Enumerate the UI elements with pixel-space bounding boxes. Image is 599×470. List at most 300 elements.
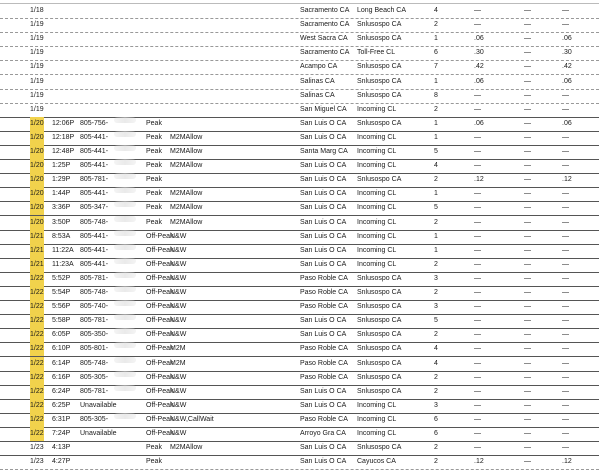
total-charge: — [562, 359, 568, 367]
long-distance-charge: — [524, 359, 530, 367]
call-date: 1/22 [30, 342, 44, 356]
feature-code: M2MAllow [170, 444, 203, 452]
minutes: 1 [434, 190, 438, 198]
feature-code: M2MAllow [170, 218, 203, 226]
call-date: 1/20 [30, 173, 44, 187]
airtime-charge: .06 [474, 119, 484, 127]
long-distance-charge: — [524, 133, 530, 141]
call-time: 12:48P [52, 148, 75, 155]
minutes: 8 [434, 91, 438, 99]
minutes: 1 [434, 77, 438, 85]
feature-code: M2MAllow [170, 148, 203, 155]
long-distance-charge: — [524, 232, 530, 240]
airtime-charge: — [474, 387, 480, 395]
call-time: 6:05P [52, 331, 71, 339]
origin-city: Paso Roble CA [300, 303, 348, 311]
total-charge: — [562, 133, 568, 141]
total-charge: — [562, 430, 568, 437]
origin-city: Paso Roble CA [300, 289, 348, 296]
call-date: 1/23 [30, 444, 44, 452]
rate-period: Off-Peak [146, 401, 174, 409]
minutes: 1 [434, 119, 438, 127]
airtime-charge: — [474, 21, 480, 29]
call-time: 8:53A [52, 232, 71, 240]
rate-period: Off-Peak [146, 246, 174, 254]
redacted-digits [114, 117, 136, 123]
airtime-charge: — [474, 401, 480, 409]
airtime-charge: — [474, 204, 480, 212]
airtime-charge: — [474, 148, 480, 155]
call-row [0, 145, 599, 160]
airtime-charge: — [474, 105, 480, 113]
call-date: 1/22 [30, 371, 44, 385]
minutes: 2 [434, 387, 438, 395]
call-row [0, 328, 599, 343]
call-row [0, 300, 599, 315]
total-charge: — [562, 415, 568, 423]
call-number: 805-756- [80, 119, 109, 127]
airtime-charge: — [474, 303, 480, 311]
minutes: 2 [434, 105, 438, 113]
redacted-digits [114, 216, 136, 222]
call-time: 11:22A [52, 246, 74, 254]
feature-code: M2M [170, 345, 186, 353]
call-row [0, 413, 599, 428]
call-date: 1/21 [30, 258, 44, 272]
destination-city: Incoming CL [357, 105, 397, 113]
destination-city: Incoming CL [357, 204, 397, 212]
call-date: 1/19 [30, 91, 44, 99]
origin-city: San Luis O CA [300, 444, 347, 452]
airtime-charge: — [474, 444, 480, 452]
long-distance-charge: — [524, 148, 530, 155]
rate-period: Peak [146, 218, 162, 226]
feature-code: M2MAllow [170, 190, 203, 198]
minutes: 4 [434, 359, 438, 367]
call-date: 1/19 [30, 77, 44, 85]
call-time: 4:27P [52, 458, 71, 466]
total-charge: — [562, 317, 568, 325]
origin-city: Paso Roble CA [300, 345, 348, 353]
total-charge: — [562, 190, 568, 198]
redacted-digits [114, 159, 136, 165]
call-date: 1/22 [30, 427, 44, 441]
feature-code: N&W,CallWait [170, 415, 214, 423]
call-date: 1/20 [30, 131, 44, 145]
call-number: 805-350- [80, 331, 109, 339]
call-number: 805-305- [80, 415, 109, 423]
call-time: 6:16P [52, 373, 71, 381]
call-date: 1/21 [30, 244, 44, 258]
long-distance-charge: — [524, 246, 530, 254]
destination-city: Snlusospo CA [357, 35, 402, 43]
airtime-charge: — [474, 190, 480, 198]
total-charge: — [562, 345, 568, 353]
destination-city: Snlusospo CA [357, 91, 402, 99]
long-distance-charge: — [524, 176, 530, 184]
redacted-digits [114, 145, 136, 151]
call-time: 6:10P [52, 345, 71, 353]
destination-city: Incoming CL [357, 415, 397, 423]
call-date: 1/22 [30, 272, 44, 286]
minutes: 4 [434, 162, 438, 170]
call-date: 1/22 [30, 314, 44, 328]
destination-city: Incoming CL [357, 246, 397, 254]
call-number: 805-748- [80, 289, 109, 296]
feature-code: N&W [170, 430, 187, 437]
long-distance-charge: — [524, 401, 530, 409]
call-row [0, 314, 599, 329]
call-row [0, 441, 599, 456]
minutes: 7 [434, 63, 438, 71]
long-distance-charge: — [524, 331, 530, 339]
destination-city: Incoming CL [357, 218, 397, 226]
long-distance-charge: — [524, 289, 530, 296]
origin-city: San Luis O CA [300, 260, 347, 268]
destination-city: Snlusospo CA [357, 21, 402, 29]
rate-period: Off-Peak [146, 303, 174, 311]
rate-period: Off-Peak [146, 387, 174, 395]
destination-city: Incoming CL [357, 401, 397, 409]
call-row [0, 201, 599, 216]
call-date: 1/20 [30, 187, 44, 201]
destination-city: Snlusospo CA [357, 63, 402, 71]
destination-city: Incoming CL [357, 162, 397, 170]
long-distance-charge: — [524, 387, 530, 395]
long-distance-charge: — [524, 444, 530, 452]
long-distance-charge: — [524, 49, 530, 57]
origin-city: Paso Roble CA [300, 359, 348, 367]
destination-city: Snlusospo CA [357, 345, 402, 353]
minutes: 3 [434, 303, 438, 311]
call-time: 6:25P [52, 401, 71, 409]
long-distance-charge: — [524, 77, 530, 85]
call-row [0, 342, 599, 357]
redacted-digits [114, 300, 136, 306]
total-charge: — [562, 91, 568, 99]
feature-code: N&W [170, 373, 187, 381]
total-charge: — [562, 105, 568, 113]
feature-code: N&W [170, 387, 187, 395]
airtime-charge: — [474, 274, 480, 282]
call-row [0, 385, 599, 400]
airtime-charge: — [474, 430, 480, 437]
call-time: 6:14P [52, 359, 71, 367]
destination-city: Snlusospo CA [357, 373, 402, 381]
call-time: 3:36P [52, 204, 71, 212]
feature-code: N&W [170, 317, 187, 325]
minutes: 5 [434, 317, 438, 325]
call-row [0, 89, 599, 104]
total-charge: — [562, 260, 568, 268]
long-distance-charge: — [524, 204, 530, 212]
call-time: 5:52P [52, 274, 71, 282]
call-date: 1/22 [30, 413, 44, 427]
minutes: 1 [434, 246, 438, 254]
destination-city: Incoming CL [357, 232, 397, 240]
destination-city: Snlusospo CA [357, 387, 402, 395]
call-row [0, 371, 599, 386]
total-charge: — [562, 218, 568, 226]
call-date: 1/19 [30, 105, 44, 113]
minutes: 3 [434, 401, 438, 409]
origin-city: West Sacra CA [300, 35, 348, 43]
call-time: 1:25P [52, 162, 71, 170]
redacted-digits [114, 173, 136, 179]
total-charge: — [562, 7, 568, 14]
call-time: 5:54P [52, 289, 71, 296]
minutes: 2 [434, 331, 438, 339]
call-date: 1/19 [30, 35, 44, 43]
feature-code: N&W [170, 246, 187, 254]
rate-period: Off-Peak [146, 430, 174, 437]
minutes: 6 [434, 49, 438, 57]
total-charge: .06 [562, 119, 572, 127]
call-time: 11:23A [52, 260, 74, 268]
total-charge: — [562, 232, 568, 240]
airtime-charge: .06 [474, 35, 484, 43]
total-charge: — [562, 274, 568, 282]
minutes: 5 [434, 204, 438, 212]
minutes: 6 [434, 415, 438, 423]
long-distance-charge: — [524, 21, 530, 29]
total-charge: — [562, 289, 568, 296]
rate-period: Off-Peak [146, 345, 174, 353]
destination-city: Snlusospo CA [357, 444, 402, 452]
minutes: 5 [434, 148, 438, 155]
long-distance-charge: — [524, 458, 530, 466]
call-date: 1/22 [30, 300, 44, 314]
redacted-digits [114, 328, 136, 334]
redacted-digits [114, 413, 136, 419]
origin-city: Salinas CA [300, 91, 335, 99]
call-time: 1:44P [52, 190, 71, 198]
total-charge: .06 [562, 35, 572, 43]
call-number: 805-441- [80, 246, 109, 254]
destination-city: Incoming CL [357, 190, 397, 198]
call-row [0, 117, 599, 132]
rate-period: Off-Peak [146, 289, 174, 296]
call-row [0, 357, 599, 372]
airtime-charge: — [474, 373, 480, 381]
origin-city: San Luis O CA [300, 317, 347, 325]
rate-period: Off-Peak [146, 373, 174, 381]
airtime-charge: — [474, 218, 480, 226]
airtime-charge: .06 [474, 77, 484, 85]
destination-city: Snlusospo CA [357, 77, 402, 85]
minutes: 3 [434, 274, 438, 282]
call-number: Unavailable [80, 401, 117, 409]
airtime-charge: — [474, 246, 480, 254]
destination-city: Snlusospo CA [357, 317, 402, 325]
redacted-digits [114, 131, 136, 137]
minutes: 2 [434, 458, 438, 466]
call-row [0, 427, 599, 442]
redacted-digits [114, 258, 136, 264]
total-charge: — [562, 331, 568, 339]
origin-city: San Luis O CA [300, 119, 347, 127]
call-date: 1/20 [30, 159, 44, 173]
feature-code: M2MAllow [170, 133, 203, 141]
call-time: 3:50P [52, 218, 71, 226]
airtime-charge: — [474, 91, 480, 99]
total-charge: — [562, 204, 568, 212]
rate-period: Off-Peak [146, 232, 174, 240]
call-row [0, 286, 599, 301]
rate-period: Peak [146, 133, 162, 141]
redacted-digits [114, 357, 136, 363]
airtime-charge: — [474, 415, 480, 423]
call-time: 6:31P [52, 415, 71, 423]
call-number: 805-347- [80, 204, 109, 212]
total-charge: .12 [562, 458, 572, 466]
destination-city: Incoming CL [357, 148, 397, 155]
call-date: 1/21 [30, 230, 44, 244]
minutes: 2 [434, 218, 438, 226]
origin-city: Salinas CA [300, 77, 335, 85]
feature-code: M2M [170, 359, 186, 367]
call-time: 6:24P [52, 387, 71, 395]
airtime-charge: — [474, 345, 480, 353]
destination-city: Snlusospo CA [357, 176, 402, 184]
redacted-digits [114, 371, 136, 377]
destination-city: Incoming CL [357, 430, 397, 437]
origin-city: San Luis O CA [300, 401, 347, 409]
feature-code: N&W [170, 331, 187, 339]
feature-code: M2MAllow [170, 204, 203, 212]
total-charge: — [562, 401, 568, 409]
minutes: 2 [434, 373, 438, 381]
airtime-charge: — [474, 162, 480, 170]
minutes: 2 [434, 444, 438, 452]
origin-city: Paso Roble CA [300, 274, 348, 282]
long-distance-charge: — [524, 415, 530, 423]
call-number: 805-740- [80, 303, 109, 311]
destination-city: Cayucos CA [357, 458, 396, 466]
call-time: 12:06P [52, 119, 75, 127]
origin-city: Arroyo Gra CA [300, 430, 346, 437]
origin-city: San Luis O CA [300, 246, 347, 254]
call-row [0, 399, 599, 414]
long-distance-charge: — [524, 274, 530, 282]
call-number: 805-781- [80, 176, 109, 184]
feature-code: N&W [170, 260, 187, 268]
redacted-digits [114, 342, 136, 348]
redacted-digits [114, 286, 136, 292]
rate-period: Off-Peak [146, 415, 174, 423]
destination-city: Snlusospo CA [357, 359, 402, 367]
airtime-charge: — [474, 7, 480, 14]
redacted-digits [114, 187, 136, 193]
call-row [0, 216, 599, 231]
long-distance-charge: — [524, 91, 530, 99]
long-distance-charge: — [524, 7, 530, 14]
rate-period: Peak [146, 444, 162, 452]
origin-city: Paso Roble CA [300, 373, 348, 381]
rate-period: Off-Peak [146, 317, 174, 325]
long-distance-charge: — [524, 345, 530, 353]
call-row [0, 455, 599, 470]
call-number: 805-305- [80, 373, 109, 381]
destination-city: Incoming CL [357, 260, 397, 268]
long-distance-charge: — [524, 303, 530, 311]
call-number: 805-748- [80, 218, 109, 226]
origin-city: San Luis O CA [300, 331, 347, 339]
minutes: 4 [434, 345, 438, 353]
long-distance-charge: — [524, 373, 530, 381]
feature-code: N&W [170, 274, 187, 282]
call-date: 1/20 [30, 216, 44, 230]
feature-code: N&W [170, 232, 187, 240]
call-number: 805-781- [80, 387, 109, 395]
destination-city: Snlusospo CA [357, 274, 402, 282]
total-charge: .30 [562, 49, 572, 57]
rate-period: Peak [146, 176, 162, 184]
rate-period: Off-Peak [146, 274, 174, 282]
airtime-charge: .12 [474, 176, 484, 184]
minutes: 1 [434, 35, 438, 43]
rate-period: Peak [146, 458, 162, 466]
call-date: 1/22 [30, 385, 44, 399]
feature-code: N&W [170, 289, 187, 296]
origin-city: Paso Roble CA [300, 415, 348, 423]
call-row [0, 60, 599, 75]
redacted-digits [114, 230, 136, 236]
rate-period: Peak [146, 190, 162, 198]
minutes: 2 [434, 260, 438, 268]
call-number: Unavailable [80, 430, 117, 437]
origin-city: San Luis O CA [300, 176, 347, 184]
total-charge: — [562, 21, 568, 29]
total-charge: .06 [562, 77, 572, 85]
call-row [0, 18, 599, 33]
call-row [0, 187, 599, 202]
total-charge: .12 [562, 176, 572, 184]
total-charge: — [562, 387, 568, 395]
call-number: 805-441- [80, 148, 109, 155]
destination-city: Long Beach CA [357, 7, 407, 14]
call-row [0, 32, 599, 47]
origin-city: Santa Marg CA [300, 148, 348, 155]
origin-city: San Luis O CA [300, 458, 347, 466]
total-charge: — [562, 162, 568, 170]
call-date: 1/19 [30, 21, 44, 29]
feature-code: M2MAllow [170, 162, 203, 170]
call-date: 1/22 [30, 328, 44, 342]
minutes: 2 [434, 176, 438, 184]
destination-city: Snlusospo CA [357, 303, 402, 311]
origin-city: San Luis O CA [300, 162, 347, 170]
call-date: 1/20 [30, 201, 44, 215]
call-number: 805-441- [80, 162, 109, 170]
airtime-charge: .12 [474, 458, 484, 466]
rate-period: Peak [146, 148, 162, 155]
call-number: 805-748- [80, 359, 109, 367]
call-date: 1/20 [30, 117, 44, 131]
call-number: 805-441- [80, 260, 109, 268]
origin-city: Sacramento CA [300, 49, 350, 57]
redacted-digits [114, 385, 136, 391]
call-number: 805-801- [80, 345, 109, 353]
call-row [0, 272, 599, 287]
call-time: 5:58P [52, 317, 71, 325]
call-number: 805-441- [80, 232, 109, 240]
origin-city: San Luis O CA [300, 232, 347, 240]
airtime-charge: — [474, 232, 480, 240]
destination-city: Toll-Free CL [357, 49, 396, 57]
redacted-digits [114, 244, 136, 250]
long-distance-charge: — [524, 317, 530, 325]
